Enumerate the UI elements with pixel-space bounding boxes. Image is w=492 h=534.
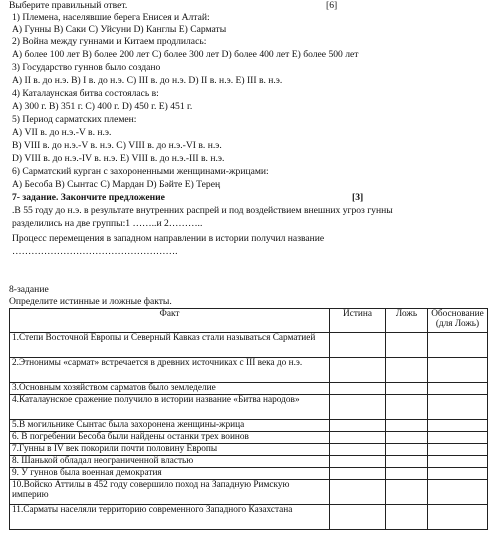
task-7-line: Процесс перемещения в западном направлении в истории получил название	[12, 233, 325, 244]
table-row	[10, 383, 488, 395]
question-1-options: А) Гунны B) Саки С) Уйсуни D) Канглы Е) Сарматы	[12, 24, 227, 35]
false-cell[interactable]	[386, 395, 428, 420]
question-3-options: А) II в. до н.э. B) I в. до н.э. С) III в. до н.э. D) II в. н.э. Е) III в. н.э.	[12, 75, 283, 86]
table-row	[10, 333, 488, 358]
true-cell[interactable]	[330, 432, 386, 444]
justification-cell[interactable]	[428, 468, 488, 480]
fact-cell: 11.Сарматы населяли территорию современного Западного Казахстана	[10, 505, 330, 530]
false-cell[interactable]	[386, 358, 428, 383]
task-7-title: 7- задание. Закончите предложение	[12, 192, 165, 203]
false-cell[interactable]	[386, 505, 428, 530]
false-cell[interactable]	[386, 468, 428, 480]
table-header-row	[10, 309, 488, 333]
table-row	[10, 420, 488, 432]
table-row	[10, 432, 488, 444]
question-1: 1) Племена, населявшие берега Енисея и Алтай:	[12, 12, 210, 23]
table-row	[10, 444, 488, 456]
false-cell[interactable]	[386, 480, 428, 505]
true-cell[interactable]	[330, 333, 386, 358]
justification-cell[interactable]	[428, 456, 488, 468]
justification-cell[interactable]	[428, 480, 488, 505]
true-cell[interactable]	[330, 468, 386, 480]
instruction: Выберите правильный ответ.	[9, 0, 128, 11]
fact-cell: 4.Каталаунское сражение получило в истории название «Битва народов»	[10, 395, 330, 420]
justification-cell[interactable]	[428, 420, 488, 432]
task-7-points: [3]	[352, 192, 364, 203]
table-row	[10, 456, 488, 468]
table-row	[10, 468, 488, 480]
question-3: 3) Государство гуннов было создано	[12, 62, 161, 73]
true-cell[interactable]	[330, 395, 386, 420]
column-header-fact: Факт	[10, 309, 330, 333]
column-header-justification: Обоснование (для Ложь)	[428, 309, 488, 333]
points-badge: [6]	[326, 0, 338, 11]
table-row	[10, 505, 488, 530]
false-cell[interactable]	[386, 432, 428, 444]
column-header-true: Истина	[330, 309, 386, 333]
table-row	[10, 480, 488, 505]
task-8-subtitle: Определите истинные и ложные факты.	[9, 296, 172, 307]
false-cell[interactable]	[386, 456, 428, 468]
facts-table	[9, 308, 488, 530]
true-cell[interactable]	[330, 444, 386, 456]
task-8-title: 8-задание	[9, 284, 49, 295]
true-cell[interactable]	[330, 420, 386, 432]
question-2-options: А) более 100 лет B) более 200 лет С) более 300 лет D) более 400 лет Е) более 500 лет	[12, 49, 359, 60]
fact-cell: 3.Основным хозяйством сарматов было земледелие	[10, 383, 330, 395]
task-7-line: разделились на две группы:1 ……..и 2………..	[12, 218, 203, 229]
true-cell[interactable]	[330, 383, 386, 395]
fact-cell: 1.Степи Восточной Европы и Северный Кавказ стали называться Сарматией	[10, 333, 330, 358]
question-5: 5) Период сарматских племен:	[12, 114, 137, 125]
task-7-line: …………………………………………….	[12, 246, 178, 257]
justification-cell[interactable]	[428, 333, 488, 358]
justification-cell[interactable]	[428, 505, 488, 530]
justification-cell[interactable]	[428, 432, 488, 444]
question-5-option-line: B) VIII в. до н.э.-V в. н.э. С) VIII в. до н.э.-VI в. н.э.	[12, 140, 222, 151]
fact-cell: 7.Гунны в IV век покорили почти половину Европы	[10, 444, 330, 456]
true-cell[interactable]	[330, 358, 386, 383]
true-cell[interactable]	[330, 480, 386, 505]
question-2: 2) Война между гуннами и Китаем продлилась:	[12, 36, 207, 47]
fact-cell: 10.Войско Аттилы в 452 году совершило поход на Западную Римскую империю	[10, 480, 330, 505]
justification-cell[interactable]	[428, 395, 488, 420]
question-5-option-line: А) VII в. до н.э.-V в. н.э.	[12, 127, 112, 138]
fact-cell: 6. В погребении Бесоба были найдены останки трех воинов	[10, 432, 330, 444]
false-cell[interactable]	[386, 333, 428, 358]
false-cell[interactable]	[386, 383, 428, 395]
true-cell[interactable]	[330, 505, 386, 530]
question-5-option-line: D) VIII в. до н.э.-IV в. н.э. Е) VIII в. до н.э.-III в. н.э.	[12, 153, 225, 164]
justification-cell[interactable]	[428, 358, 488, 383]
table-row	[10, 358, 488, 383]
true-cell[interactable]	[330, 456, 386, 468]
false-cell[interactable]	[386, 420, 428, 432]
question-4-options: А) 300 г. B) 351 г. С) 400 г. D) 450 г. Е) 451 г.	[12, 101, 193, 112]
fact-cell: 5.В могильнике Сынтас была захоронена женщины-жрица	[10, 420, 330, 432]
fact-cell: 9. У гуннов была военная демократия	[10, 468, 330, 480]
column-header-false: Ложь	[386, 309, 428, 333]
justification-cell[interactable]	[428, 444, 488, 456]
question-4: 4) Каталаунская битва состоялась в:	[12, 88, 159, 99]
question-6: 6) Сарматский курган с захороненными женщинами-жрицами:	[12, 166, 269, 177]
task-7-line: .В 55 году до н.э. в результате внутренних распрей и под воздействием внешних угроз гунны	[12, 205, 393, 216]
question-6-options: А) Бесоба B) Сынтас С) Мардан D) Бәйте Е) Терең	[12, 179, 221, 190]
table-row	[10, 395, 488, 420]
fact-cell: 8. Шанькой обладал неограниченной властью	[10, 456, 330, 468]
justification-cell[interactable]	[428, 383, 488, 395]
false-cell[interactable]	[386, 444, 428, 456]
fact-cell: 2.Этнонимы «сармат» встречается в древних источниках с III века до н.э.	[10, 358, 330, 383]
